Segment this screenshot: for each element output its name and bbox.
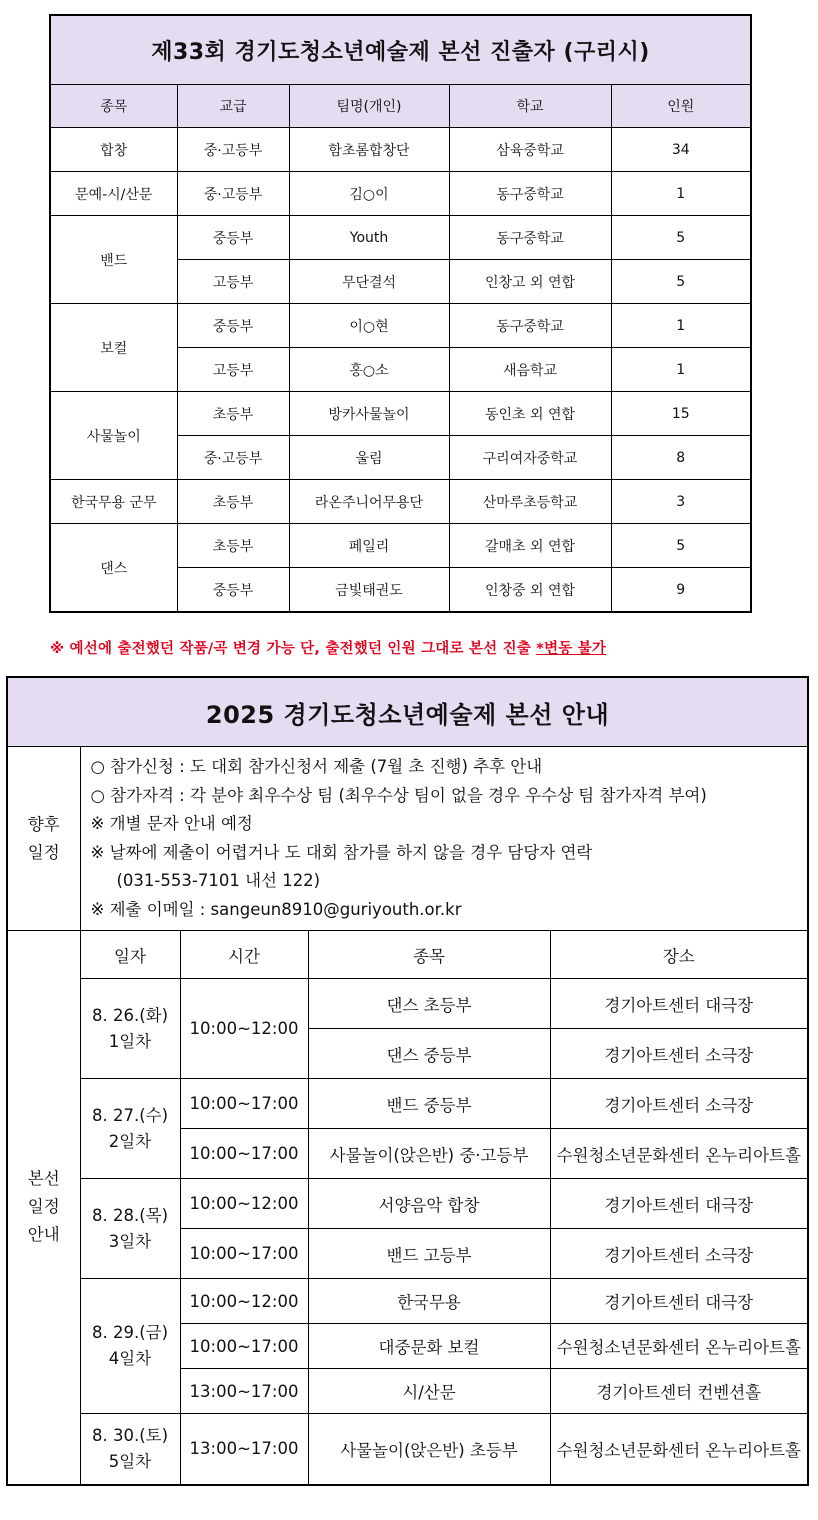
category-cell: 댄스 — [50, 524, 177, 613]
category-cell: 보컬 — [50, 304, 177, 392]
table-row — [50, 128, 751, 172]
info-line: ○ 참가자격 : 각 분야 최우수상 팀 (최우수상 팀이 없을 경우 우수상 팀 참가자격 부여) — [90, 785, 707, 805]
date-cell — [80, 1179, 180, 1279]
event-cell: 사물놀이(앉은반) 초등부 — [308, 1414, 550, 1485]
school-cell: 동인초 외 연합 — [449, 392, 611, 436]
team-cell: 김○이 — [289, 172, 449, 216]
table-row — [7, 979, 808, 1029]
header-level: 교급 — [177, 85, 289, 128]
info-line: ※ 개별 문자 안내 예정 — [90, 814, 253, 833]
table-row — [7, 1179, 808, 1229]
time-cell: 10:00~17:00 — [180, 1129, 308, 1179]
count-cell: 8 — [611, 436, 751, 480]
table-row — [7, 1279, 808, 1324]
event-cell: 시/산문 — [308, 1369, 550, 1414]
event-cell: 한국무용 — [308, 1279, 550, 1324]
school-cell: 새음학교 — [449, 348, 611, 392]
day-text: 2일차 — [108, 1131, 152, 1151]
team-cell: 울림 — [289, 436, 449, 480]
notice-text — [50, 637, 770, 658]
finalists-header-row — [50, 85, 751, 128]
table-row — [50, 524, 751, 568]
time-cell: 10:00~17:00 — [180, 1079, 308, 1129]
venue-cell: 수원청소년문화센터 온누리아트홀 — [550, 1414, 808, 1485]
date-text: 8. 27.(수) — [91, 1105, 169, 1125]
venue-cell: 경기아트센터 소극장 — [550, 1229, 808, 1279]
time-cell: 10:00~12:00 — [180, 1279, 308, 1324]
venue-cell: 경기아트센터 소극장 — [550, 1029, 808, 1079]
school-cell: 삼육중학교 — [449, 128, 611, 172]
header-time: 시간 — [180, 931, 308, 979]
category-cell: 문예-시/산문 — [50, 172, 177, 216]
school-cell: 구리여자중학교 — [449, 436, 611, 480]
guide-title: 2025 경기도청소년예술제 본선 안내 — [7, 677, 808, 747]
venue-cell: 경기아트센터 소극장 — [550, 1079, 808, 1129]
event-cell: 밴드 중등부 — [308, 1079, 550, 1129]
count-cell: 1 — [611, 348, 751, 392]
date-text: 8. 30.(토) — [91, 1425, 169, 1445]
venue-cell: 수원청소년문화센터 온누리아트홀 — [550, 1324, 808, 1369]
day-text: 4일차 — [108, 1349, 152, 1368]
time-cell: 13:00~17:00 — [180, 1369, 308, 1414]
schedule-label-line: 일정 — [27, 1197, 60, 1217]
notice-emphasis: *변동 불가 — [536, 641, 607, 657]
notice-main: ※ 예선에 출전했던 작품/곡 변경 가능 단, 출전했던 인원 그대로 본선 진출 — [50, 641, 537, 657]
date-cell — [80, 979, 180, 1079]
table-row — [7, 1414, 808, 1485]
time-cell: 10:00~17:00 — [180, 1229, 308, 1279]
count-cell: 1 — [611, 304, 751, 348]
school-cell: 동구중학교 — [449, 172, 611, 216]
school-cell: 인창고 외 연합 — [449, 260, 611, 304]
team-cell: 함초롬합창단 — [289, 128, 449, 172]
level-cell: 중등부 — [177, 568, 289, 613]
level-cell: 고등부 — [177, 348, 289, 392]
count-cell: 15 — [611, 392, 751, 436]
team-cell: 페일리 — [289, 524, 449, 568]
school-cell: 동구중학교 — [449, 216, 611, 260]
team-cell: 이○현 — [289, 304, 449, 348]
school-cell: 동구중학교 — [449, 304, 611, 348]
count-cell: 3 — [611, 480, 751, 524]
team-cell: 방카사물놀이 — [289, 392, 449, 436]
school-cell: 갈매초 외 연합 — [449, 524, 611, 568]
schedule-label — [7, 931, 80, 1485]
table-row — [50, 304, 751, 348]
day-text: 3일차 — [108, 1231, 152, 1251]
level-cell: 중·고등부 — [177, 128, 289, 172]
category-cell: 밴드 — [50, 216, 177, 304]
time-cell: 10:00~17:00 — [180, 1324, 308, 1369]
day-text: 5일차 — [108, 1451, 152, 1471]
date-text: 8. 28.(목) — [91, 1205, 169, 1225]
team-cell: 홍○소 — [289, 348, 449, 392]
future-schedule-label — [7, 747, 80, 931]
time-cell: 10:00~12:00 — [180, 1179, 308, 1229]
team-cell: 금빛태권도 — [289, 568, 449, 613]
team-cell: 라온주니어무용단 — [289, 480, 449, 524]
level-cell: 중등부 — [177, 216, 289, 260]
date-cell — [80, 1414, 180, 1485]
header-date: 일자 — [80, 931, 180, 979]
schedule-header-row — [7, 931, 808, 979]
finalists-table — [49, 14, 752, 613]
header-school: 학교 — [449, 85, 611, 128]
count-cell: 5 — [611, 260, 751, 304]
category-cell: 사물놀이 — [50, 392, 177, 480]
info-line: ※ 제출 이메일 : sangeun8910@guriyouth.or.kr — [90, 899, 462, 919]
category-cell: 한국무용 군무 — [50, 480, 177, 524]
header-event: 종목 — [308, 931, 550, 979]
team-cell: Youth — [289, 216, 449, 260]
schedule-label-line: 안내 — [27, 1225, 60, 1245]
event-cell: 밴드 고등부 — [308, 1229, 550, 1279]
level-cell: 중등부 — [177, 304, 289, 348]
level-cell: 중·고등부 — [177, 172, 289, 216]
event-cell: 사물놀이(앉은반) 중·고등부 — [308, 1129, 550, 1179]
venue-cell: 경기아트센터 대극장 — [550, 1279, 808, 1324]
table-row — [50, 480, 751, 524]
count-cell: 1 — [611, 172, 751, 216]
day-text: 1일차 — [108, 1031, 152, 1051]
table-row — [50, 392, 751, 436]
info-line: ○ 참가신청 : 도 대회 참가신청서 제출 (7월 초 진행) 추후 안내 — [90, 757, 543, 776]
level-cell: 고등부 — [177, 260, 289, 304]
count-cell: 9 — [611, 568, 751, 613]
table-row — [50, 216, 751, 260]
header-venue: 장소 — [550, 931, 808, 979]
header-category: 종목 — [50, 85, 177, 128]
info-line: (031-553-7101 내선 122) — [116, 871, 321, 890]
future-label-line: 향후 — [27, 814, 60, 834]
count-cell: 34 — [611, 128, 751, 172]
table-row — [7, 1079, 808, 1129]
event-cell: 대중문화 보컬 — [308, 1324, 550, 1369]
count-cell: 5 — [611, 524, 751, 568]
event-cell: 서양음악 합창 — [308, 1179, 550, 1229]
venue-cell: 경기아트센터 대극장 — [550, 979, 808, 1029]
guide-table — [6, 676, 809, 1486]
level-cell: 초등부 — [177, 480, 289, 524]
date-cell — [80, 1079, 180, 1179]
team-cell: 무단결석 — [289, 260, 449, 304]
venue-cell: 경기아트센터 대극장 — [550, 1179, 808, 1229]
date-text: 8. 26.(화) — [91, 1005, 169, 1025]
future-schedule-info — [80, 747, 808, 931]
info-line: ※ 날짜에 제출이 어렵거나 도 대회 참가를 하지 않을 경우 담당자 연락 — [90, 842, 593, 862]
venue-cell: 경기아트센터 컨벤션홀 — [550, 1369, 808, 1414]
time-cell: 13:00~17:00 — [180, 1414, 308, 1485]
time-cell: 10:00~12:00 — [180, 979, 308, 1079]
count-cell: 5 — [611, 216, 751, 260]
category-cell: 합창 — [50, 128, 177, 172]
header-count: 인원 — [611, 85, 751, 128]
level-cell: 초등부 — [177, 524, 289, 568]
header-team: 팀명(개인) — [289, 85, 449, 128]
level-cell: 중·고등부 — [177, 436, 289, 480]
date-cell — [80, 1279, 180, 1414]
school-cell: 산마루초등학교 — [449, 480, 611, 524]
level-cell: 초등부 — [177, 392, 289, 436]
venue-cell: 수원청소년문화센터 온누리아트홀 — [550, 1129, 808, 1179]
school-cell: 인창중 외 연합 — [449, 568, 611, 613]
table-row — [50, 172, 751, 216]
finalists-title: 제33회 경기도청소년예술제 본선 진출자 (구리시) — [50, 15, 751, 85]
future-label-line: 일정 — [27, 842, 60, 862]
schedule-label-line: 본선 — [27, 1169, 60, 1189]
event-cell: 댄스 초등부 — [308, 979, 550, 1029]
event-cell: 댄스 중등부 — [308, 1029, 550, 1079]
date-text: 8. 29.(금) — [91, 1323, 169, 1342]
